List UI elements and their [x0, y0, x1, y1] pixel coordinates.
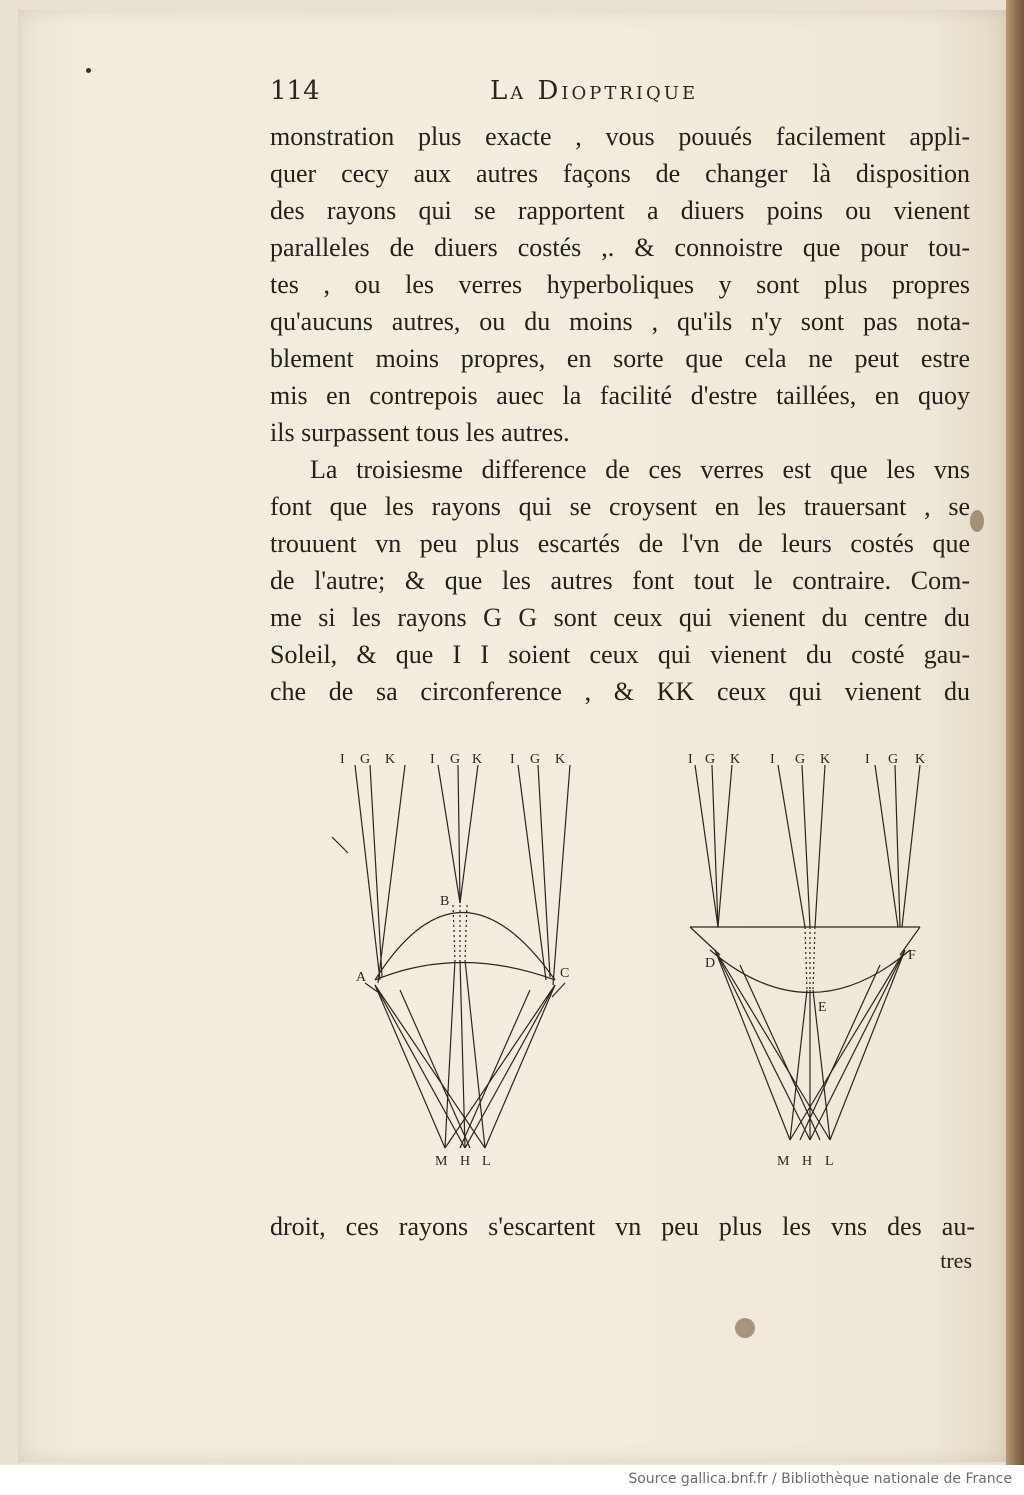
paper-stain	[735, 1318, 755, 1338]
label-bottom: L	[482, 1154, 491, 1169]
source-footer	[0, 1465, 1024, 1495]
label-point-a: A	[356, 970, 367, 985]
figure-right-concave-lens	[690, 765, 920, 1140]
label-top: I	[340, 752, 345, 767]
text-line: me si les rayons G G sont ceux qui vienent du centre du	[270, 603, 970, 632]
label-top: I	[430, 752, 435, 767]
label-point-b: B	[440, 894, 450, 909]
label-top: G	[705, 752, 716, 767]
text-line: Soleil, & que I I soient ceux qui vienent du costé gau-	[270, 640, 970, 669]
lens-diagrams	[320, 745, 980, 1185]
label-top: K	[472, 752, 483, 767]
label-top: I	[510, 752, 515, 767]
lens-diagram-svg	[320, 745, 980, 1185]
label-top: G	[450, 752, 461, 767]
label-top: K	[385, 752, 396, 767]
figure-left-convex-lens	[332, 765, 570, 1148]
text-line: font que les rayons qui se croysent en les trauersant , se	[270, 492, 970, 521]
label-top: K	[915, 752, 926, 767]
text-line: paralleles de diuers costés ,. & connoistre que pour tou-	[270, 233, 970, 262]
page-header	[270, 76, 970, 116]
text-line: quer cecy aux autres façons de changer là disposition	[270, 159, 970, 188]
text-line: blement moins propres, en sorte que cela ne peut estre	[270, 344, 970, 373]
label-bottom: M	[435, 1154, 448, 1169]
label-bottom: M	[777, 1154, 790, 1169]
label-top: I	[865, 752, 870, 767]
label-top: K	[555, 752, 566, 767]
label-point-f: F	[908, 948, 916, 963]
text-line: La troisiesme difference de ces verres est que les vns	[310, 455, 970, 484]
source-credit: Source gallica.bnf.fr / Bibliothèque nationale de France	[628, 1471, 1012, 1487]
text-line: qu'aucuns autres, ou du moins , qu'ils n'y sont pas nota-	[270, 307, 970, 336]
label-bottom: H	[460, 1154, 471, 1169]
label-point-e: E	[818, 1000, 827, 1015]
label-bottom: H	[802, 1154, 813, 1169]
text-line: mis en contrepois auec la facilité d'estre taillées, en quoy	[270, 381, 970, 410]
label-top: I	[770, 752, 775, 767]
label-top: G	[888, 752, 899, 767]
label-top: G	[360, 752, 371, 767]
text-line: tes , ou les verres hyperboliques y sont plus propres	[270, 270, 970, 299]
text-line: des rayons qui se rapportent a diuers poins ou vienent	[270, 196, 970, 225]
running-title: La Dioptrique	[490, 76, 699, 106]
label-top: G	[795, 752, 806, 767]
body-text	[270, 118, 970, 710]
label-point-d: D	[705, 956, 716, 971]
label-point-c: C	[560, 966, 570, 981]
catchword: tres	[940, 1248, 972, 1273]
text-line: monstration plus exacte , vous pouués facilement appli-	[270, 122, 970, 151]
label-top: K	[820, 752, 831, 767]
text-line: trouuent vn peu plus escartés de l'vn de leurs costés que	[270, 529, 970, 558]
label-top: G	[530, 752, 541, 767]
book-spine-edge	[1006, 0, 1024, 1465]
text-line: de l'autre; & que les autres font tout le contraire. Com-	[270, 566, 970, 595]
text-line: che de sa circonference , & KK ceux qui vienent du	[270, 677, 970, 706]
body-text-continuation	[270, 1208, 975, 1245]
text-line: ils surpassent tous les autres.	[270, 418, 570, 447]
label-top: I	[688, 752, 693, 767]
page-number: 114	[270, 76, 320, 106]
label-top: K	[730, 752, 741, 767]
ink-spot	[86, 68, 91, 73]
paper-stain	[970, 510, 984, 532]
text-line: droit, ces rayons s'escartent vn peu plus les vns des au-	[270, 1212, 975, 1241]
label-bottom: L	[825, 1154, 834, 1169]
